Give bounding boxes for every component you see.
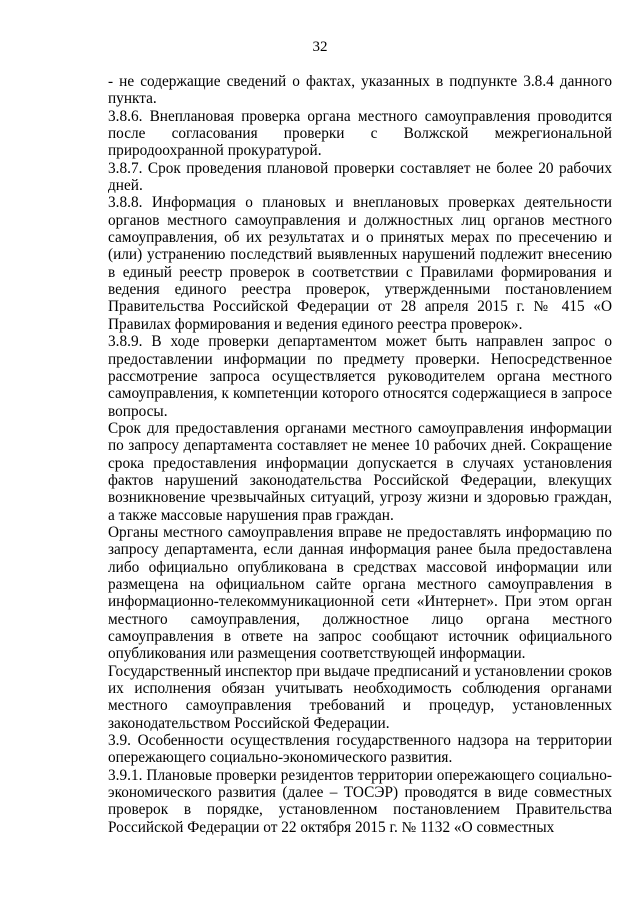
paragraph-right-to-not-provide: Органы местного самоуправления вправе не предоставлять информацию по запросу департамента, если данная информация ранее была предоставлена либо официально опубликована в средствах массовой информации или размещена на официальном сайте органа местного самоуправления в информационно-телекоммуникационной сети «Интернет». При этом орган местного самоуправления, должностное лицо органа местного самоуправления в ответе на запрос сообщают источник официального опубликования или размещения соответствующей информации. — [108, 523, 612, 663]
paragraph-3-8-8: 3.8.8. Информация о плановых и внеплановых проверках деятельности органов местного самоуправления и должностных лиц органов местного самоуправления, об их результатах и о принятых мерах по пресечению и (или) устранению последствий выявленных нарушений подлежит внесению в единый реестр проверок в соответствии с Правилами формирования и ведения единого реестра проверок, утвержденными постановлением Правительства Российской Федерации от 28 апреля 2015 г. № 415 «О Правилах формирования и ведения единого реестра проверок». — [108, 194, 612, 333]
paragraph-state-inspector: Государственный инспектор при выдаче предписаний и установлении сроков их исполнения обязан учитывать необходимость соблюдения органами местного самоуправления требований и процедур, установленных законодательством Российской Федерации. — [108, 662, 612, 732]
paragraph-3-8-6: 3.8.6. Внеплановая проверка органа местного самоуправления проводится после согласования проверки с Волжской межрегиональной природоохранной прокуратурой. — [108, 107, 612, 160]
paragraph-3-9-1: 3.9.1. Плановые проверки резидентов территории опережающего социально-экономического развития (далее – ТОСЭР) проводятся в виде совместных проверок в порядке, установленном постановлением Правительства Российской Федерации от 22 октября 2015 г. № 1132 «О совместных — [108, 766, 612, 836]
paragraph-3-8-7: 3.8.7. Срок проведения плановой проверки составляет не более 20 рабочих дней. — [108, 159, 612, 195]
paragraph-list-item-end: - не содержащие сведений о фактах, указанных в подпункте 3.8.4 данного пункта. — [108, 73, 612, 108]
page-number: 32 — [312, 39, 328, 55]
document-body — [108, 73, 612, 836]
paragraph-3-8-9: 3.8.9. В ходе проверки департаментом может быть направлен запрос о предоставлении информации по предмету проверки. Непосредственное рассмотрение запроса осуществляется руководителем органа местного самоуправления, к компетенции которого относятся содержащиеся в запросе вопросы. — [108, 333, 612, 420]
paragraph-response-deadline: Срок для предоставления органами местного самоуправления информации по запросу департамента составляет не менее 10 рабочих дней. Сокращение срока предоставления информации допускается в случаях установления фактов нарушений законодательства Российской Федерации, влекущих возникновение чрезвычайных ситуаций, угрозу жизни и здоровью граждан, а также массовые нарушения прав граждан. — [108, 419, 612, 524]
paragraph-3-9: 3.9. Особенности осуществления государственного надзора на территории опережающего социально-экономического развития. — [108, 732, 612, 767]
